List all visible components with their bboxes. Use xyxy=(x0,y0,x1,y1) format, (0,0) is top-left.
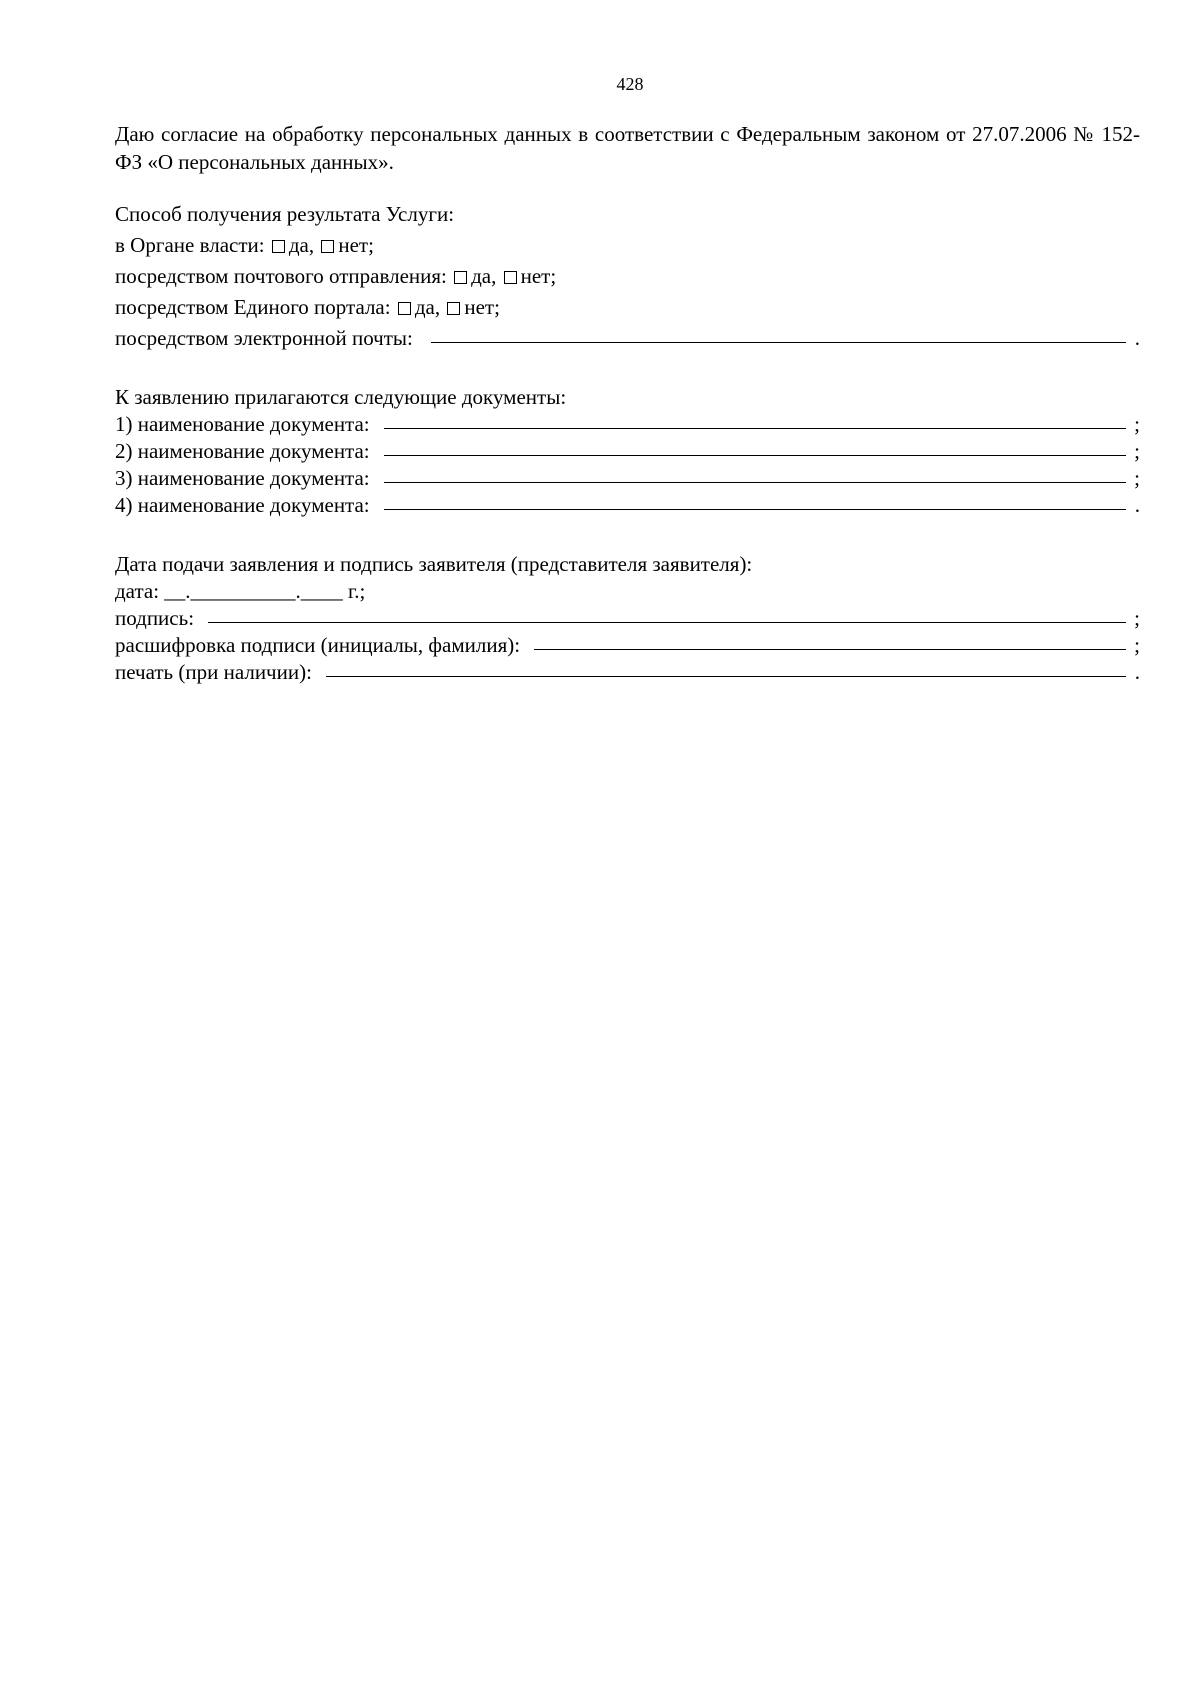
attachment-row xyxy=(115,464,1140,491)
attachment-field-3[interactable] xyxy=(384,464,1126,483)
result-method-section xyxy=(115,200,1140,352)
decoding-line xyxy=(115,631,1140,658)
portal-no-label: нет; xyxy=(464,295,500,319)
option-post xyxy=(115,262,1140,293)
portal-no-checkbox[interactable] xyxy=(447,302,460,315)
portal-yes-label: да, xyxy=(414,295,441,319)
result-method-heading: Способ получения результата Услуги: xyxy=(115,202,455,226)
email-end: . xyxy=(1134,326,1140,350)
stamp-label: печать (при наличии): xyxy=(115,660,312,684)
attachment-field-2[interactable] xyxy=(384,437,1126,456)
email-line xyxy=(115,324,1140,352)
attachments-heading: К заявлению прилагаются следующие документы: xyxy=(115,385,567,409)
attachment-row xyxy=(115,491,1140,518)
signature-end: ; xyxy=(1134,606,1140,630)
option-post-label: посредством почтового отправления: xyxy=(115,264,447,288)
option-authority xyxy=(115,231,1140,262)
authority-no-label: нет; xyxy=(338,233,374,257)
stamp-end: . xyxy=(1134,660,1140,684)
post-yes-label: да, xyxy=(471,264,497,288)
post-no-label: нет; xyxy=(520,264,557,288)
authority-yes-label: да, xyxy=(288,233,315,257)
signature-section xyxy=(115,550,1140,685)
decoding-field[interactable] xyxy=(534,631,1126,650)
email-label: посредством электронной почты: xyxy=(115,326,413,350)
signature-label: подпись: xyxy=(115,606,195,630)
stamp-field[interactable] xyxy=(326,658,1126,677)
decoding-label: расшифровка подписи (инициалы, фамилия): xyxy=(115,633,521,657)
signature-heading: Дата подачи заявления и подпись заявителя (представителя заявителя): xyxy=(115,552,753,576)
option-portal xyxy=(115,293,1140,324)
attachment-end: ; xyxy=(1134,439,1140,463)
attachment-end: ; xyxy=(1134,412,1140,436)
date-field[interactable]: дата: __.__________.____ г.; xyxy=(115,579,366,603)
attachment-label: 1) наименование документа: xyxy=(115,412,370,436)
authority-yes-checkbox[interactable] xyxy=(272,240,285,253)
attachment-field-1[interactable] xyxy=(384,410,1126,429)
attachment-end: ; xyxy=(1134,466,1140,490)
attachments-section xyxy=(115,383,1140,518)
decoding-end: ; xyxy=(1134,633,1140,657)
attachment-field-4[interactable] xyxy=(384,491,1126,510)
consent-paragraph: Даю согласие на обработку персональных данных в соответствии с Федеральным законом от 27.07.2006 № 152-ФЗ «О персональных данных». xyxy=(115,122,1140,174)
attachment-end: . xyxy=(1134,493,1140,517)
attachment-row xyxy=(115,437,1140,464)
email-field[interactable] xyxy=(431,324,1126,343)
signature-line xyxy=(115,604,1140,631)
page-number: 428 xyxy=(616,74,644,94)
attachment-row xyxy=(115,410,1140,437)
signature-field[interactable] xyxy=(208,604,1126,623)
attachment-label: 4) наименование документа: xyxy=(115,493,370,517)
option-portal-label: посредством Единого портала: xyxy=(115,295,391,319)
portal-yes-checkbox[interactable] xyxy=(398,302,411,315)
authority-no-checkbox[interactable] xyxy=(321,240,334,253)
stamp-line xyxy=(115,658,1140,685)
attachment-label: 2) наименование документа: xyxy=(115,439,370,463)
post-no-checkbox[interactable] xyxy=(504,271,517,284)
attachment-label: 3) наименование документа: xyxy=(115,466,370,490)
post-yes-checkbox[interactable] xyxy=(454,271,467,284)
option-authority-label: в Органе власти: xyxy=(115,233,265,257)
